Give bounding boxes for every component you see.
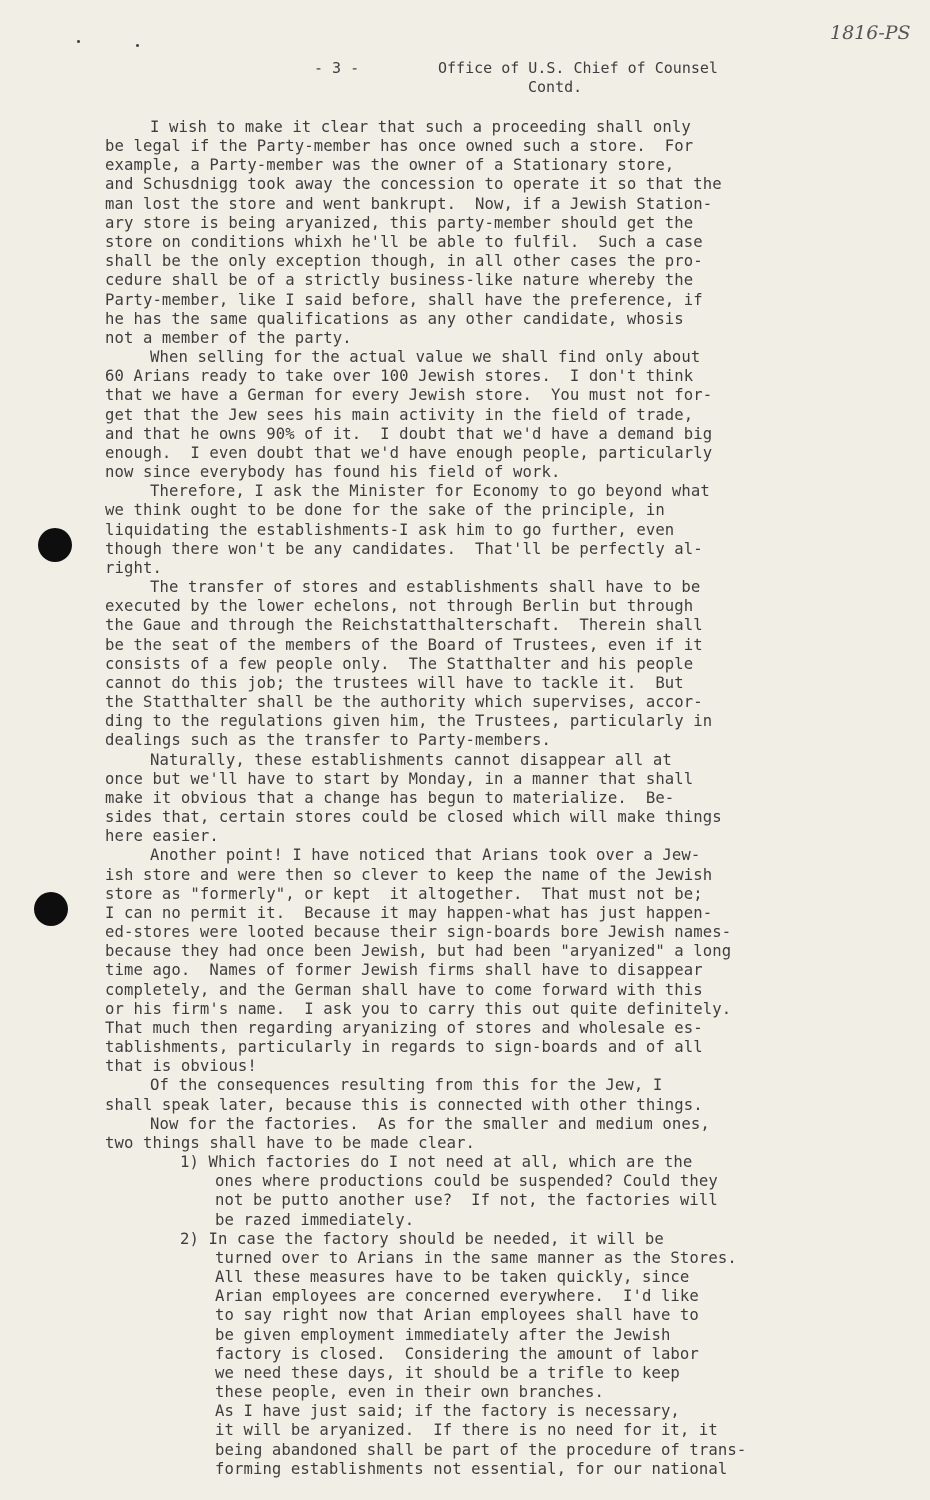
body-text-line: I can no permit it. Because it may happen-what has just happen-	[105, 904, 713, 922]
body-text-line: enough. I even doubt that we'd have enough people, particularly	[105, 444, 713, 462]
body-text-line: being abandoned shall be part of the procedure of trans-	[215, 1441, 747, 1459]
paper-speck	[136, 44, 139, 47]
body-text-line: though there won't be any candidates. That'll be perfectly al-	[105, 540, 703, 558]
body-text-line: ary store is being aryanized, this party-member should get the	[105, 214, 694, 232]
body-text-line: be given employment immediately after the Jewish	[215, 1326, 671, 1344]
body-text-line: and that he owns 90% of it. I doubt that we'd have a demand big	[105, 425, 713, 443]
body-text-line: we need these days, it should be a trifle to keep	[215, 1364, 680, 1382]
body-text-line: store on conditions whixh he'll be able to fulfil. Such a case	[105, 233, 703, 251]
page-number: - 3 -	[314, 59, 360, 77]
body-text-line: now since everybody has found his field of work.	[105, 463, 561, 481]
body-text-line: I wish to make it clear that such a proceeding shall only	[150, 118, 691, 136]
body-text-line: cannot do this job; the trustees will have to tackle it. But	[105, 674, 684, 692]
body-text-line: ed-stores were looted because their sign-boards bore Jewish names-	[105, 923, 732, 941]
body-text-line: consists of a few people only. The Statthalter and his people	[105, 655, 694, 673]
body-text-line: the Statthalter shall be the authority which supervises, accor-	[105, 693, 703, 711]
body-text-line: two things shall have to be made clear.	[105, 1134, 476, 1152]
continued-label: Contd.	[528, 78, 583, 96]
body-text-line: dealings such as the transfer to Party-members.	[105, 731, 551, 749]
body-text-line: Party-member, like I said before, shall have the preference, if	[105, 291, 703, 309]
body-text-line: Of the consequences resulting from this for the Jew, I	[150, 1076, 663, 1094]
body-text-line: that we have a German for every Jewish store. You must not for-	[105, 386, 713, 404]
body-text-line: forming establishments not essential, for our national	[215, 1460, 728, 1478]
office-heading: Office of U.S. Chief of Counsel	[438, 59, 718, 77]
body-text-line: shall be the only exception though, in all other cases the pro-	[105, 252, 703, 270]
body-text-line: because they had once been Jewish, but had been "aryanized" a long	[105, 942, 732, 960]
body-text-line: As I have just said; if the factory is necessary,	[215, 1402, 680, 1420]
body-text-line: Arian employees are concerned everywhere. I'd like	[215, 1287, 699, 1305]
body-text-line: 2) In case the factory should be needed, it will be	[180, 1230, 664, 1248]
body-text-line: it will be aryanized. If there is no need for it, it	[215, 1421, 718, 1439]
body-text-line: cedure shall be of a strictly business-like nature whereby the	[105, 271, 694, 289]
body-text-line: turned over to Arians in the same manner as the Stores.	[215, 1249, 737, 1267]
body-text-line: and Schusdnigg took away the concession to operate it so that the	[105, 175, 722, 193]
body-text-line: That much then regarding aryanizing of stores and wholesale es-	[105, 1019, 703, 1037]
body-text-line: right.	[105, 559, 162, 577]
body-text-line: be legal if the Party-member has once owned such a store. For	[105, 137, 694, 155]
body-text-line: sides that, certain stores could be closed which will make things	[105, 808, 722, 826]
body-text-line: ish store and were then so clever to keep the name of the Jewish	[105, 866, 713, 884]
paper-speck	[77, 40, 80, 43]
body-text-line: time ago. Names of former Jewish firms shall have to disappear	[105, 961, 703, 979]
body-text-line: the Gaue and through the Reichstatthalterschaft. Therein shall	[105, 616, 703, 634]
body-text-line: example, a Party-member was the owner of a Stationary store,	[105, 156, 675, 174]
body-text-line: 1) Which factories do I not need at all, which are the	[180, 1153, 693, 1171]
body-text-line: these people, even in their own branches.	[215, 1383, 605, 1401]
body-text-line: Now for the factories. As for the smaller and medium ones,	[150, 1115, 710, 1133]
body-text-line: ones where productions could be suspended? Could they	[215, 1172, 718, 1190]
punch-hole-bottom	[34, 892, 68, 926]
body-text-line: 60 Arians ready to take over 100 Jewish stores. I don't think	[105, 367, 694, 385]
body-text-line: make it obvious that a change has begun to materialize. Be-	[105, 789, 675, 807]
body-text-line: get that the Jew sees his main activity in the field of trade,	[105, 406, 694, 424]
body-text-line: Therefore, I ask the Minister for Economy to go beyond what	[150, 482, 710, 500]
body-text-line: liquidating the establishments-I ask him to go further, even	[105, 521, 675, 539]
body-text-line: here easier.	[105, 827, 219, 845]
body-text-line: we think ought to be done for the sake of the principle, in	[105, 501, 665, 519]
body-text-line: tablishments, particularly in regards to sign-boards and of all	[105, 1038, 703, 1056]
body-text-line: The transfer of stores and establishments shall have to be	[150, 578, 701, 596]
body-text-line: be the seat of the members of the Board of Trustees, even if it	[105, 636, 703, 654]
handwritten-document-number: 1816-PS	[830, 22, 911, 44]
body-text-line: not a member of the party.	[105, 329, 352, 347]
body-text-line: Another point! I have noticed that Arians took over a Jew-	[150, 846, 701, 864]
body-text-line: store as "formerly", or kept it altogether. That must not be;	[105, 885, 703, 903]
body-text-line: he has the same qualifications as any other candidate, whosis	[105, 310, 684, 328]
body-text-line: be razed immediately.	[215, 1211, 415, 1229]
body-text-line: to say right now that Arian employees shall have to	[215, 1306, 699, 1324]
body-text-line: executed by the lower echelons, not through Berlin but through	[105, 597, 694, 615]
body-text-line: factory is closed. Considering the amount of labor	[215, 1345, 699, 1363]
body-text-line: Naturally, these establishments cannot disappear all at	[150, 751, 672, 769]
body-text-line: completely, and the German shall have to come forward with this	[105, 981, 703, 999]
body-text-line: man lost the store and went bankrupt. Now, if a Jewish Station-	[105, 195, 713, 213]
body-text-line: once but we'll have to start by Monday, in a manner that shall	[105, 770, 694, 788]
body-text-line: shall speak later, because this is connected with other things.	[105, 1096, 703, 1114]
body-text-line: that is obvious!	[105, 1057, 257, 1075]
body-text-line: When selling for the actual value we shall find only about	[150, 348, 701, 366]
body-text-line: ding to the regulations given him, the Trustees, particularly in	[105, 712, 713, 730]
punch-hole-top	[38, 528, 72, 562]
body-text-line: All these measures have to be taken quickly, since	[215, 1268, 690, 1286]
body-text-line: not be putto another use? If not, the factories will	[215, 1191, 718, 1209]
body-text-line: or his firm's name. I ask you to carry this out quite definitely.	[105, 1000, 732, 1018]
